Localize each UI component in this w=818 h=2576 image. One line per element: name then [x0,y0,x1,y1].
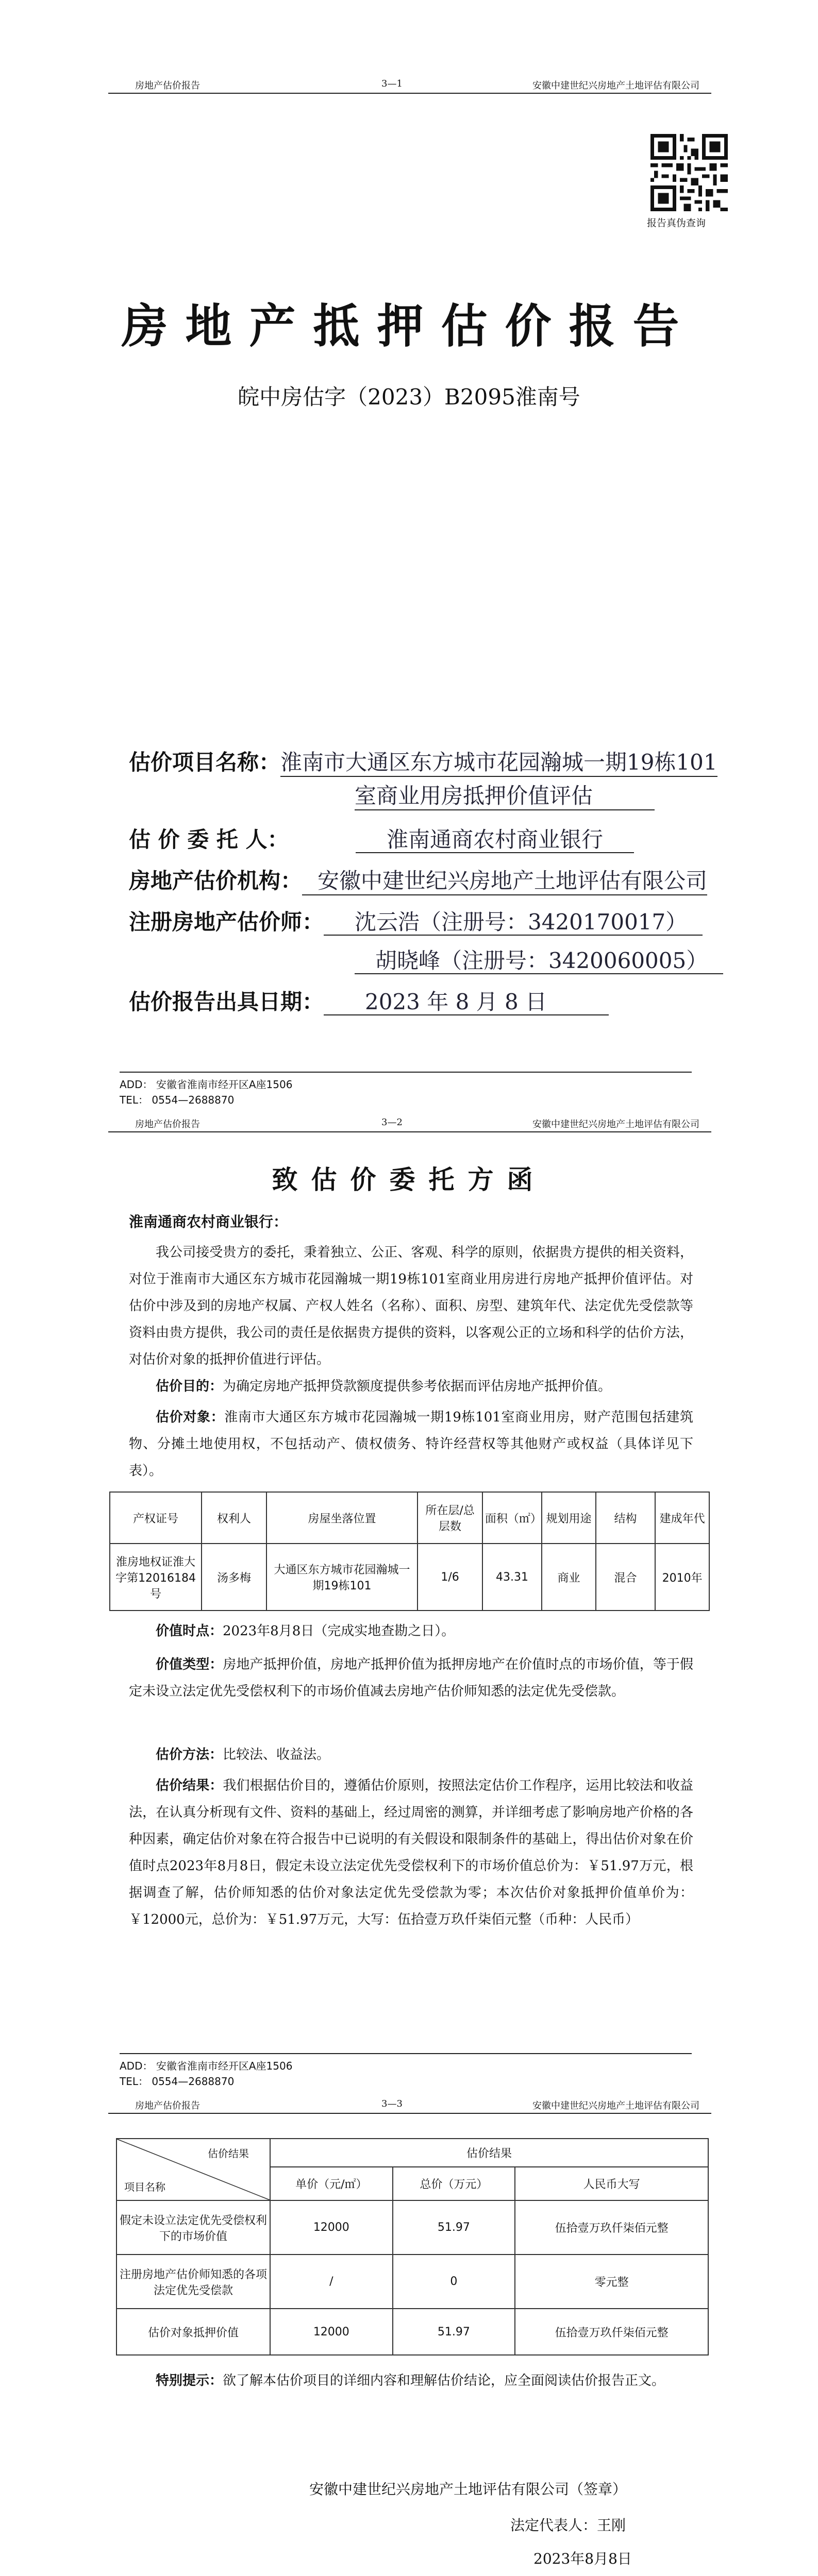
method-label: 估价方法： [156,1747,223,1762]
value-type-label: 价值类型： [156,1657,223,1672]
table-cell: 汤多梅 [202,1544,266,1611]
table-header: 规划用途 [542,1492,596,1544]
date-row [129,987,609,1018]
footer-divider-2 [120,2053,692,2054]
valuation-date-label: 价值时点： [156,1623,223,1639]
footer-add: ADD： 安徽省淮南市经开区A座1506 [120,2060,293,2072]
table-cell: 大通区东方城市花园瀚城一期19栋101 [266,1544,418,1611]
letter-intro: 我公司接受贵方的委托，秉着独立、公正、客观、科学的原则，依据贵方提供的相关资料，对位于淮南市大通区东方城市花园瀚城一期19栋101室商业用房进行房地产抵押价值评估。对估价中涉及到的房地产权属、产权人姓名（名称）、面积、房型、建筑年代、法定优先受偿款等资料由贵方提供，我公司的责任是依据贵方提供的资料，以客观公正的立场和科学的估价方法，对估价对象的抵押价值进行评估。 [129,1245,693,1367]
agency-label: 房地产估价机构： [129,868,303,893]
purpose-text: 为确定房地产抵押贷款额度提供参考依据而评估房地产抵押价值。 [223,1379,612,1394]
header-right: 安徽中建世纪兴房地产土地评估有限公司 [532,80,699,91]
page-header [0,2098,818,2119]
client-row [129,824,634,855]
header-left: 房地产估价报告 [135,2100,200,2111]
table-header-row [116,2139,708,2167]
appraiser-2: 胡晓峰（注册号：3420060005） [355,948,723,974]
table-cell: 混合 [596,1544,655,1611]
object-text: 淮南市大通区东方城市花园瀚城一期19栋101室商业用房，财产范围包括建筑物、分摊土地使用权，不包括动产、债权债务、特许经营权等其他财产或权益（具体详见下表）。 [129,1410,693,1479]
header-page: 3—2 [381,1117,403,1128]
special-label: 特别提示： [156,2373,223,2388]
row-total: 51.97 [393,2309,515,2355]
table-row [116,2309,708,2355]
valuation-date-paragraph [129,1618,693,1645]
footer-tel: TEL： 0554—2688870 [120,2075,235,2088]
row-name: 假定未设立法定优先受偿权利下的市场价值 [116,2200,270,2255]
table-cell: 2010年 [655,1544,709,1611]
value-type-paragraph [129,1651,693,1705]
table-cell: 1/6 [418,1544,482,1611]
table-cell: 商业 [542,1544,596,1611]
report-title: 房地产抵押估价报告 [121,299,697,353]
client-label: 估 价 委 托 人： [129,827,289,852]
result-table [116,2138,709,2355]
row-unit: 12000 [270,2309,393,2355]
result-text: 我们根据估价目的，遵循估价原则，按照法定估价工作程序，运用比较法和收益法，在认真分析现有文件、资料的基础上，经过周密的测算，并详细考虑了影响房地产价格的各种因素，确定估价对象在符合报告中已说明的有关假设和限制条件的基础上，得出估价对象在价值时点2023年8月8日，假定未设立法定优先受偿权利下的市场价值总价为：￥51.97万元，根据调查了解，估价师知悉的估价对象法定优先受偿款为零；本次估价对象抵押价值单价为：￥12000元，总价为：￥51.97万元，大写：伍拾壹万玖仟柒佰元整（币种：人民币） [129,1778,693,1927]
row-rmb: 伍拾壹万玖仟柒佰元整 [515,2200,708,2255]
footer-2 [120,2058,292,2089]
col-unit: 单价（元/㎡） [270,2167,393,2200]
company-signature: 安徽中建世纪兴房地产土地评估有限公司（签章） [309,2481,627,2498]
project-value-2: 室商业用房抵押价值评估 [355,783,655,810]
footer-add: ADD： 安徽省淮南市经开区A座1506 [120,1078,293,1091]
table-header: 建成年代 [655,1492,709,1544]
table-header-row [110,1492,709,1544]
special-text: 欲了解本估价项目的详细内容和理解估价结论，应全面阅读估价报告正文。 [223,2373,665,2388]
appraiser-row [129,907,703,938]
project-name-row [129,747,717,778]
row-total: 0 [393,2255,515,2309]
row-total: 51.97 [393,2200,515,2255]
table-row [116,2255,708,2309]
qr-code-icon[interactable] [650,134,728,211]
table-header: 房屋坐落位置 [266,1492,418,1544]
date-value: 2023 年 8 月 8 日 [324,989,609,1015]
header-left: 房地产估价报告 [135,80,200,91]
header-divider [108,93,711,94]
diagonal-header-cell [116,2139,270,2200]
method-text: 比较法、收益法。 [223,1747,330,1762]
agency-value: 安徽中建世纪兴房地产土地评估有限公司 [302,868,707,895]
date-label: 估价报告出具日期： [129,989,324,1014]
purpose-label: 估价目的： [156,1379,223,1394]
letter-title: 致估价委托方函 [272,1164,546,1195]
property-table [109,1492,710,1611]
table-cell: 淮房地权证淮大字第12016184号 [110,1544,202,1611]
special-note [129,2367,693,2394]
header-left: 房地产估价报告 [135,1119,200,1130]
table-header: 所在层/总层数 [418,1492,482,1544]
col-rmb: 人民币大写 [515,2167,708,2200]
legal-representative: 法定代表人：王刚 [510,2517,626,2534]
header-right: 安徽中建世纪兴房地产土地评估有限公司 [532,1119,699,1130]
header-right: 安徽中建世纪兴房地产土地评估有限公司 [532,2100,699,2111]
project-label: 估价项目名称： [129,750,281,775]
footer-1 [120,1077,292,1108]
report-number: 皖中房估字（2023）B2095淮南号 [238,384,580,410]
signature-date: 2023年8月8日 [533,2550,632,2567]
row-rmb: 零元整 [515,2255,708,2309]
value-type-text: 房地产抵押价值，房地产抵押价值为抵押房地产在价值时点的市场价值，等于假定未设立法定优先受偿权利下的市场价值减去房地产估价师知悉的法定优先受偿款。 [129,1657,693,1699]
row-unit: / [270,2255,393,2309]
table-header: 权利人 [202,1492,266,1544]
qr-caption: 报告真伪查询 [647,217,706,229]
result-paragraph [129,1772,693,1933]
header-divider [108,1131,711,1132]
table-header: 结构 [596,1492,655,1544]
footer-divider-1 [120,1072,692,1073]
table-header: 面积（㎡） [482,1492,542,1544]
header-group: 估价结果 [270,2139,708,2167]
row-rmb: 伍拾壹万玖仟柒佰元整 [515,2309,708,2355]
appraiser-label: 注册房地产估价师： [129,909,324,935]
valuation-date-text: 2023年8月8日（完成实地查勘之日）。 [223,1623,455,1639]
footer-tel: TEL： 0554—2688870 [120,1094,235,1106]
row-name: 注册房地产估价师知悉的各项法定优先受偿款 [116,2255,270,2309]
page-header [0,1117,818,1138]
purpose-paragraph [129,1373,693,1400]
page-header [0,78,818,99]
result-label: 估价结果： [156,1778,223,1793]
project-value-1: 淮南市大通区东方城市花园瀚城一期19栋101 [280,750,717,777]
header-left-bottom: 项目名称 [124,2181,165,2193]
header-page: 3—1 [381,78,403,89]
method-paragraph [129,1741,693,1768]
table-cell: 43.31 [482,1544,542,1611]
object-label: 估价对象： [156,1410,225,1425]
col-total: 总价（万元） [393,2167,515,2200]
agency-row [129,866,707,896]
client-value: 淮南通商农村商业银行 [356,827,634,853]
object-paragraph [129,1404,693,1484]
table-row [110,1544,709,1611]
table-header: 产权证号 [110,1492,202,1544]
header-page: 3—3 [381,2098,403,2109]
row-unit: 12000 [270,2200,393,2255]
appraiser-row-2 [355,945,723,976]
row-name: 估价对象抵押价值 [116,2309,270,2355]
appraiser-1: 沈云浩（注册号：3420170017） [324,909,703,936]
table-row [116,2200,708,2255]
header-left-top: 估价结果 [208,2147,249,2160]
header-divider [108,2113,711,2114]
project-name-row-2 [355,781,655,811]
letter-salutation: 淮南通商农村商业银行： [129,1213,288,1230]
